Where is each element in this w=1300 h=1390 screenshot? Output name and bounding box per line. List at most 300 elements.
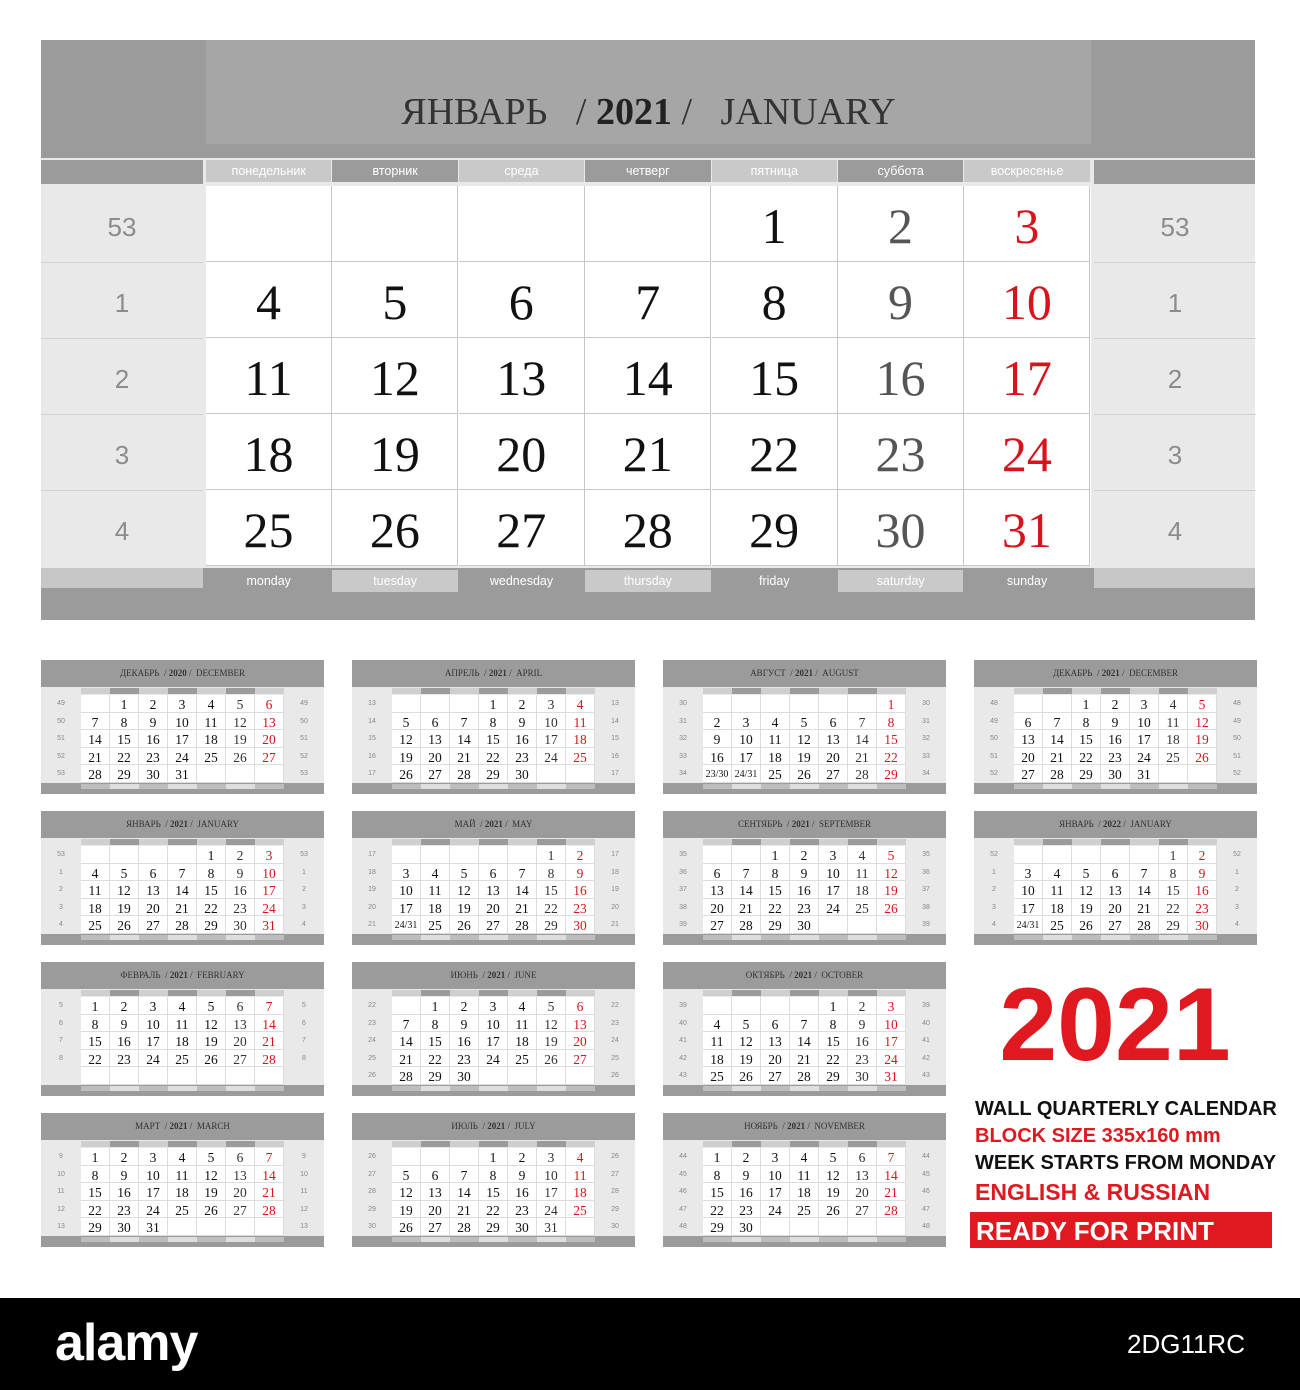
- mini-weekday-cell: [392, 839, 421, 845]
- mini-title: ИЮНЬ / 2021 / JUNE: [450, 970, 537, 980]
- mini-weekday-cell: [392, 1086, 421, 1091]
- mini-day-cell: 30: [110, 1218, 139, 1236]
- mini-day-cell: [81, 846, 110, 864]
- mini-weekday-cell: [761, 688, 790, 694]
- mini-day-cell: 9: [703, 730, 732, 748]
- mini-title-year: 2020: [168, 668, 187, 678]
- mini-day-cell: 17: [139, 1183, 168, 1201]
- mini-day-cell: 8: [110, 713, 139, 731]
- day-cell: 13: [459, 338, 585, 414]
- mini-week-number: 11: [300, 1188, 308, 1196]
- mini-day-cell: 17: [537, 1183, 566, 1201]
- mini-day-cell: 2: [139, 695, 168, 713]
- mini-day-cell: 5: [226, 695, 255, 713]
- mini-day-cell: 9: [566, 864, 595, 882]
- mini-day-cell: 13: [255, 713, 284, 731]
- mini-day-cell: 1: [81, 1148, 110, 1166]
- mini-week-number: 35: [679, 851, 687, 858]
- mini-day-cell: 11: [566, 713, 595, 731]
- mini-day-cell: 27: [848, 1201, 877, 1219]
- mini-days-grid: [81, 695, 284, 783]
- mini-weekday-cell: [848, 784, 877, 789]
- mini-title-ru: ФЕВРАЛЬ: [120, 970, 161, 980]
- mini-weekday-cell: [877, 990, 906, 996]
- mini-day-cell: [110, 1067, 139, 1085]
- mini-day-cell: 27: [1014, 765, 1043, 783]
- mini-weekday-cell: [255, 1141, 284, 1147]
- mini-week-number: 38: [679, 903, 687, 911]
- mini-week-number: 22: [368, 1002, 376, 1009]
- mini-day-cell: 8: [1159, 864, 1188, 882]
- week-number: 53: [107, 212, 137, 242]
- mini-day-cell: 28: [508, 916, 537, 934]
- mini-day-cell: 23: [450, 1050, 479, 1068]
- mini-day-cell: [1014, 695, 1043, 713]
- mini-day-cell: 9: [110, 1166, 139, 1184]
- mini-weekday-cell: [197, 935, 226, 940]
- mini-week-number: 37: [922, 886, 930, 894]
- mini-week-number: 16: [368, 752, 376, 760]
- mini-week-number: 50: [57, 717, 65, 725]
- mini-day-cell: [168, 846, 197, 864]
- mini-weekday-cell: [537, 784, 566, 789]
- mini-weekday-cell: [450, 839, 479, 845]
- day-cell: 24: [964, 414, 1090, 490]
- mini-day-cell: 4: [168, 997, 197, 1015]
- mini-day-cell: [508, 846, 537, 864]
- mini-weekday-cell: [761, 839, 790, 845]
- mini-title-en: SEPTEMBER: [819, 819, 872, 829]
- mini-day-cell: 22: [761, 899, 790, 917]
- mini-day-cell: 26: [1072, 916, 1101, 934]
- mini-weekday-cell: [168, 1237, 197, 1242]
- mini-day-cell: 15: [1159, 881, 1188, 899]
- mini-day-cell: [255, 1067, 284, 1085]
- mini-weekday-cell: [790, 839, 819, 845]
- mini-title-year: 2021: [795, 668, 814, 678]
- mini-weekday-cell: [479, 688, 508, 694]
- week-divider: [1094, 262, 1256, 263]
- mini-day-cell: 4: [197, 695, 226, 713]
- mini-weekday-cell: [421, 688, 450, 694]
- mini-weekday-cell: [479, 1237, 508, 1242]
- mini-day-cell: 12: [1188, 713, 1217, 731]
- mini-title-ru: НОЯБРЬ: [744, 1121, 778, 1131]
- mini-day-cell: 19: [197, 1032, 226, 1050]
- mini-weekday-cell: [139, 990, 168, 996]
- mini-days-grid: [703, 1148, 906, 1236]
- mini-week-number: 10: [300, 1170, 308, 1178]
- mini-day-cell: 5: [110, 864, 139, 882]
- mini-day-cell: 18: [168, 1183, 197, 1201]
- mini-day-cell: 23: [508, 1201, 537, 1219]
- mini-day-cell: 22: [81, 1201, 110, 1219]
- mini-day-cell: 27: [703, 916, 732, 934]
- mini-day-cell: 26: [537, 1050, 566, 1068]
- mini-day-cell: 10: [877, 1015, 906, 1033]
- mini-weekday-cell: [732, 688, 761, 694]
- mini-weekday-cell: [848, 1237, 877, 1242]
- mini-day-cell: 20: [1014, 748, 1043, 766]
- mini-weekday-cell: [819, 784, 848, 789]
- mini-days-grid: [81, 1148, 284, 1236]
- mini-week-number: 9: [59, 1153, 63, 1160]
- mini-day-cell: 8: [537, 864, 566, 882]
- mini-day-cell: 31: [139, 1218, 168, 1236]
- mini-weekday-cell: [1072, 839, 1101, 845]
- mini-day-cell: 6: [761, 1015, 790, 1033]
- mini-day-cell: 25: [790, 1201, 819, 1219]
- mini-weekday-cell: [1130, 784, 1159, 789]
- mini-week-number: 48: [679, 1223, 687, 1231]
- mini-day-cell: 30: [848, 1067, 877, 1085]
- mini-weekday-cell: [508, 990, 537, 996]
- mini-day-cell: 14: [450, 1183, 479, 1201]
- mini-week-number: 12: [57, 1205, 65, 1213]
- mini-week-number: 51: [990, 752, 998, 760]
- mini-day-cell: 29: [1159, 916, 1188, 934]
- mini-title-ru: ИЮНЬ: [450, 970, 478, 980]
- mini-weekday-cell: [197, 1237, 226, 1242]
- mini-days-grid: [81, 846, 284, 934]
- mini-weekday-cell: [761, 784, 790, 789]
- mini-day-cell: [392, 846, 421, 864]
- mini-week-number: 23: [611, 1019, 619, 1027]
- mini-week-number: 52: [990, 770, 998, 778]
- mini-title-en: OCTOBER: [821, 970, 864, 980]
- mini-day-cell: 9: [848, 1015, 877, 1033]
- mini-day-cell: 10: [1130, 713, 1159, 731]
- mini-week-number: 20: [611, 903, 619, 911]
- mini-day-cell: 6: [1101, 864, 1130, 882]
- mini-week-number: 25: [368, 1054, 376, 1062]
- mini-week-number: 26: [368, 1072, 376, 1080]
- mini-day-cell: 16: [508, 730, 537, 748]
- mini-day-cell: 8: [761, 864, 790, 882]
- mini-week-number: 45: [679, 1170, 687, 1178]
- mini-week-number: 2: [1235, 886, 1239, 894]
- mini-day-cell: 20: [226, 1032, 255, 1050]
- mini-week-number: 41: [679, 1037, 687, 1045]
- mini-day-cell: 13: [848, 1166, 877, 1184]
- mini-weekday-cell: [81, 990, 110, 996]
- promo-line-lang: ENGLISH & RUSSIAN: [975, 1179, 1211, 1205]
- mini-weekday-cell: [168, 1141, 197, 1147]
- mini-day-cell: [139, 1067, 168, 1085]
- mini-day-cell: 20: [226, 1183, 255, 1201]
- mini-weekday-cell: [848, 1086, 877, 1091]
- mini-title-en: MAY: [512, 819, 533, 829]
- mini-days-grid: [703, 846, 906, 934]
- mini-title-ru: ЯНВАРЬ: [126, 819, 161, 829]
- mini-day-cell: 31: [537, 1218, 566, 1236]
- mini-weekday-cell: [226, 784, 255, 789]
- mini-day-cell: 2: [110, 997, 139, 1015]
- mini-weekday-cell: [421, 1237, 450, 1242]
- mini-weekday-cell: [1072, 688, 1101, 694]
- weekday-ru-5: суббота: [838, 160, 963, 182]
- weekday-ru-4: пятница: [712, 160, 837, 182]
- mini-weekday-cell: [479, 1086, 508, 1091]
- mini-calendar-september-2021: [663, 811, 946, 945]
- mini-title-year: 2021: [794, 970, 813, 980]
- mini-weekday-cell: [508, 1086, 537, 1091]
- mini-title: ДЕКАБРЬ / 2020 / DECEMBER: [119, 668, 246, 678]
- week-number: 2: [114, 364, 130, 394]
- mini-weekday-cell: [877, 839, 906, 845]
- mini-day-cell: 18: [81, 899, 110, 917]
- mini-day-cell: 10: [392, 881, 421, 899]
- mini-weekday-cell: [197, 1086, 226, 1091]
- mini-day-cell: 12: [877, 864, 906, 882]
- mini-week-number: 51: [300, 735, 308, 743]
- mini-days-grid: [1014, 695, 1217, 783]
- mini-day-cell: 24: [761, 1201, 790, 1219]
- mini-weekday-cell: [566, 1237, 595, 1242]
- mini-day-cell: 19: [1072, 899, 1101, 917]
- mini-weekday-cell: [197, 839, 226, 845]
- week-number: 4: [114, 516, 130, 546]
- mini-title-ru: МАРТ: [135, 1121, 161, 1131]
- mini-day-cell: 3: [1130, 695, 1159, 713]
- mini-calendar-december-2020: [41, 660, 324, 794]
- mini-weekday-cell: [703, 1141, 732, 1147]
- mini-weekday-cell: [819, 839, 848, 845]
- mini-weekday-cell: [450, 990, 479, 996]
- mini-day-cell: 16: [732, 1183, 761, 1201]
- mini-day-cell: 14: [255, 1015, 284, 1033]
- mini-day-cell: [566, 765, 595, 783]
- mini-title-ru: АВГУСТ: [750, 668, 786, 678]
- mini-day-cell: 6: [703, 864, 732, 882]
- mini-weekday-cell: [877, 935, 906, 940]
- week-number: 3: [1167, 440, 1183, 470]
- mini-weekday-cell: [450, 784, 479, 789]
- mini-day-cell: 8: [197, 864, 226, 882]
- mini-day-cell: 17: [877, 1032, 906, 1050]
- mini-day-cell: 12: [197, 1166, 226, 1184]
- mini-week-number: 52: [57, 752, 65, 760]
- mini-title-en: MARCH: [196, 1121, 230, 1131]
- mini-day-cell: 5: [732, 1015, 761, 1033]
- mini-weekday-cell: [110, 688, 139, 694]
- mini-day-cell: 14: [168, 881, 197, 899]
- mini-day-cell: 29: [421, 1067, 450, 1085]
- mini-day-cell: 6: [479, 864, 508, 882]
- mini-week-number: 5: [59, 1002, 63, 1009]
- mini-week-number: 48: [1233, 700, 1241, 707]
- mini-week-number: 30: [368, 1223, 376, 1231]
- mini-week-number: 4: [1235, 921, 1239, 929]
- mini-day-cell: [537, 1067, 566, 1085]
- mini-day-cell: 21: [848, 748, 877, 766]
- mini-day-cell: 12: [392, 1183, 421, 1201]
- mini-day-cell: 29: [819, 1067, 848, 1085]
- mini-weekday-cell: [1130, 935, 1159, 940]
- mini-weekday-cell: [877, 688, 906, 694]
- mini-day-cell: 22: [877, 748, 906, 766]
- mini-week-number: 18: [368, 868, 376, 876]
- mini-day-cell: 8: [479, 713, 508, 731]
- week-divider: [1094, 490, 1256, 491]
- mini-weekday-strip-bottom: [81, 1086, 284, 1091]
- mini-weekday-cell: [255, 1237, 284, 1242]
- mini-day-cell: 26: [790, 765, 819, 783]
- mini-day-cell: 4: [421, 864, 450, 882]
- mini-weekday-cell: [537, 990, 566, 996]
- mini-day-cell: 25: [566, 1201, 595, 1219]
- mini-day-cell: 25: [848, 899, 877, 917]
- mini-day-cell: 21: [1043, 748, 1072, 766]
- mini-day-cell: 6: [139, 864, 168, 882]
- mini-day-cell: 16: [450, 1032, 479, 1050]
- mini-day-cell: 2: [1188, 846, 1217, 864]
- mini-day-cell: [392, 997, 421, 1015]
- mini-weekday-strip-bottom: [392, 1237, 595, 1242]
- mini-title: СЕНТЯБРЬ / 2021 / SEPTEMBER: [737, 819, 872, 829]
- mini-day-cell: 1: [761, 846, 790, 864]
- mini-day-cell: 14: [848, 730, 877, 748]
- mini-week-number: 49: [300, 700, 308, 707]
- mini-day-cell: 15: [421, 1032, 450, 1050]
- mini-day-cell: [421, 695, 450, 713]
- mini-title-en: APRIL: [516, 668, 543, 678]
- mini-day-cell: [255, 1218, 284, 1236]
- mini-day-cell: [761, 997, 790, 1015]
- mini-day-cell: 21: [392, 1050, 421, 1068]
- mini-day-cell: 3: [168, 695, 197, 713]
- mini-weekday-cell: [110, 1086, 139, 1091]
- weekday-ru-3: четверг: [585, 160, 710, 182]
- day-cell: [332, 186, 458, 262]
- mini-day-cell: [790, 997, 819, 1015]
- mini-week-number: 28: [368, 1188, 376, 1196]
- mini-weekday-cell: [450, 688, 479, 694]
- mini-weekday-cell: [226, 1237, 255, 1242]
- mini-day-cell: 22: [479, 1201, 508, 1219]
- mini-day-cell: 5: [790, 713, 819, 731]
- mini-weekday-strip: [703, 990, 906, 996]
- mini-day-cell: [110, 846, 139, 864]
- mini-day-cell: 13: [226, 1166, 255, 1184]
- mini-day-cell: [1043, 695, 1072, 713]
- mini-week-number: 46: [922, 1188, 930, 1196]
- mini-day-cell: 28: [450, 765, 479, 783]
- mini-weekday-cell: [197, 688, 226, 694]
- mini-weekday-cell: [1101, 688, 1130, 694]
- mini-day-cell: 25: [508, 1050, 537, 1068]
- mini-day-cell: 11: [566, 1166, 595, 1184]
- mini-title: ЯНВАРЬ / 2022 / JANUARY: [1059, 819, 1172, 829]
- mini-day-cell: [848, 1218, 877, 1236]
- mini-day-cell: 9: [790, 864, 819, 882]
- mini-day-cell: 15: [81, 1032, 110, 1050]
- mini-calendar-april-2021: [352, 660, 635, 794]
- mini-title: НОЯБРЬ / 2021 / NOVEMBER: [744, 1121, 865, 1131]
- mini-day-cell: [139, 846, 168, 864]
- mini-day-cell: 7: [1043, 713, 1072, 731]
- day-cell: 4: [206, 262, 332, 338]
- mini-week-number: 44: [922, 1153, 930, 1160]
- mini-day-cell: 5: [537, 997, 566, 1015]
- mini-weekday-cell: [566, 784, 595, 789]
- day-cell: 17: [964, 338, 1090, 414]
- mini-day-cell: 18: [197, 730, 226, 748]
- weekday-en-0: monday: [206, 570, 331, 592]
- mini-day-cell: 13: [819, 730, 848, 748]
- mini-weekday-cell: [392, 935, 421, 940]
- main-month-title: ЯНВАРЬ / 2021 / JANUARY: [401, 91, 896, 133]
- mini-day-cell: 29: [877, 765, 906, 783]
- mini-day-cell: 23: [848, 1050, 877, 1068]
- mini-weekday-strip: [1014, 839, 1217, 845]
- promo-print-banner: [970, 1212, 1272, 1248]
- mini-weekday-cell: [819, 935, 848, 940]
- mini-week-number: 17: [368, 851, 376, 858]
- mini-day-cell: 9: [1188, 864, 1217, 882]
- mini-day-cell: [848, 916, 877, 934]
- day-cell: [585, 186, 711, 262]
- mini-day-cell: 7: [255, 1148, 284, 1166]
- mini-day-cell: 14: [392, 1032, 421, 1050]
- mini-weekday-cell: [168, 1086, 197, 1091]
- mini-day-cell: 25: [1043, 916, 1072, 934]
- mini-day-cell: 10: [479, 1015, 508, 1033]
- mini-day-cell: 24: [819, 899, 848, 917]
- mini-day-cell: [819, 695, 848, 713]
- mini-day-cell: 17: [479, 1032, 508, 1050]
- mini-day-cell: 23: [226, 899, 255, 917]
- mini-day-cell: 28: [790, 1067, 819, 1085]
- mini-day-cell: 15: [819, 1032, 848, 1050]
- mini-day-cell: 29: [110, 765, 139, 783]
- mini-day-cell: 15: [761, 881, 790, 899]
- day-cell: 8: [712, 262, 838, 338]
- mini-day-cell: 20: [1101, 899, 1130, 917]
- mini-week-number: 8: [59, 1054, 63, 1062]
- mini-day-cell: 21: [450, 748, 479, 766]
- mini-day-cell: 4: [761, 713, 790, 731]
- mini-day-cell: 2: [450, 997, 479, 1015]
- mini-weekday-cell: [537, 935, 566, 940]
- mini-day-cell: 18: [168, 1032, 197, 1050]
- mini-day-cell: 11: [168, 1166, 197, 1184]
- mini-day-cell: 25: [168, 1201, 197, 1219]
- mini-weekday-cell: [819, 1237, 848, 1242]
- mini-day-cell: [703, 695, 732, 713]
- mini-day-cell: 4: [1159, 695, 1188, 713]
- mini-day-cell: 26: [392, 765, 421, 783]
- mini-day-cell: 5: [819, 1148, 848, 1166]
- mini-day-cell: 5: [392, 713, 421, 731]
- mini-title-year: 2021: [170, 819, 189, 829]
- mini-day-cell: 1: [81, 997, 110, 1015]
- mini-week-number: 34: [922, 770, 930, 778]
- mini-week-number: 51: [1233, 752, 1241, 760]
- mini-title-ru: ИЮЛЬ: [451, 1121, 478, 1131]
- mini-weekday-cell: [1043, 688, 1072, 694]
- mini-day-cell: 17: [1130, 730, 1159, 748]
- mini-day-cell: 23: [110, 1201, 139, 1219]
- mini-day-cell: 15: [197, 881, 226, 899]
- mini-day-cell: 18: [761, 748, 790, 766]
- mini-day-cell: 26: [197, 1050, 226, 1068]
- mini-day-cell: 20: [479, 899, 508, 917]
- mini-day-cell: 11: [508, 1015, 537, 1033]
- mini-weekday-cell: [790, 1237, 819, 1242]
- mini-week-number: 45: [922, 1170, 930, 1178]
- mini-week-number: 39: [679, 921, 687, 929]
